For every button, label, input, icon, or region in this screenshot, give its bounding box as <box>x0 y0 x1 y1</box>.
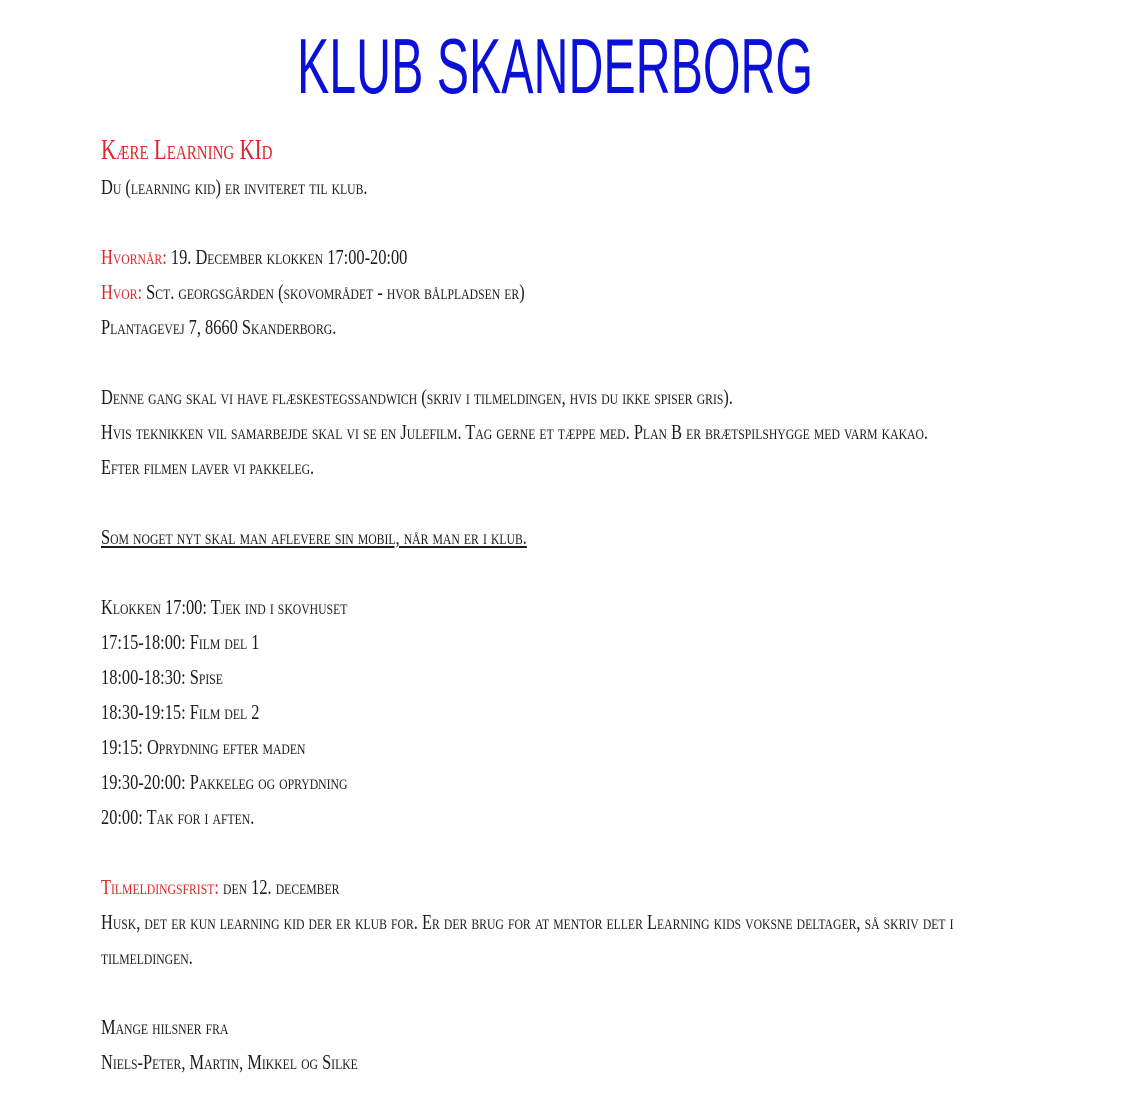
spacer <box>101 835 1001 870</box>
where-line <box>101 275 803 310</box>
schedule-item: 18:00-18:30: Spise <box>101 665 223 689</box>
reminder-text-continued: tilmeldingen. <box>101 945 193 969</box>
spacer <box>101 345 1001 380</box>
spacer <box>101 975 1001 1010</box>
spacer <box>101 485 1001 520</box>
when-value: 19. December klokken 17:00-20:00 <box>166 245 408 269</box>
description-line: Hvis teknikken vil samarbejde skal vi se en Julefilm. Tag gerne et tæppe med. Plan B er brætspilshygge med varm kakao. <box>101 420 929 444</box>
greeting: Kære Learning KId <box>101 135 273 166</box>
schedule-item: 20:00: Tak for i aften. <box>101 805 255 829</box>
schedule-item: 19:15: Oprydning efter maden <box>101 735 306 759</box>
invitation-body <box>101 132 1001 1080</box>
spacer <box>101 555 1001 590</box>
when-line <box>101 240 803 275</box>
when-label: Hvornår: <box>101 245 167 269</box>
address-line: Plantagevej 7, 8660 Skanderborg. <box>101 315 337 339</box>
deadline-line <box>101 870 803 905</box>
mobile-notice: Som noget nyt skal man aflevere sin mobil, når man er i klub. <box>101 525 527 549</box>
where-label: Hvor: <box>101 280 143 304</box>
signature: Niels-Peter, Martin, Mikkel og Silke <box>101 1050 358 1074</box>
schedule-item: 18:30-19:15: Film del 2 <box>101 700 260 724</box>
description-line: Denne gang skal vi have flæskestegssandwich (skriv i tilmeldingen, hvis du ikke spiser gris). <box>101 385 733 409</box>
spacer <box>101 205 1001 240</box>
deadline-label: Tilmeldingsfrist: <box>101 875 219 899</box>
description-line: Efter filmen laver vi pakkeleg. <box>101 455 315 479</box>
page-title: KLUB SKANDERBORG <box>297 22 813 110</box>
deadline-value: den 12. december <box>218 875 340 899</box>
where-value: Sct. georgsgården (skovområdet - hvor bålpladsen er) <box>142 280 525 304</box>
schedule-item: Klokken 17:00: Tjek ind i skovhuset <box>101 595 348 619</box>
schedule-item: 17:15-18:00: Film del 1 <box>101 630 260 654</box>
reminder-text: Husk, det er kun learning kid der er klub for. Er der brug for at mentor eller Learning kids voksne deltager, så skriv det i <box>101 910 954 934</box>
intro-text: Du (learning kid) er inviteret til klub. <box>101 175 368 199</box>
closing-text: Mange hilsner fra <box>101 1015 229 1039</box>
schedule-item: 19:30-20:00: Pakkeleg og oprydning <box>101 770 348 794</box>
